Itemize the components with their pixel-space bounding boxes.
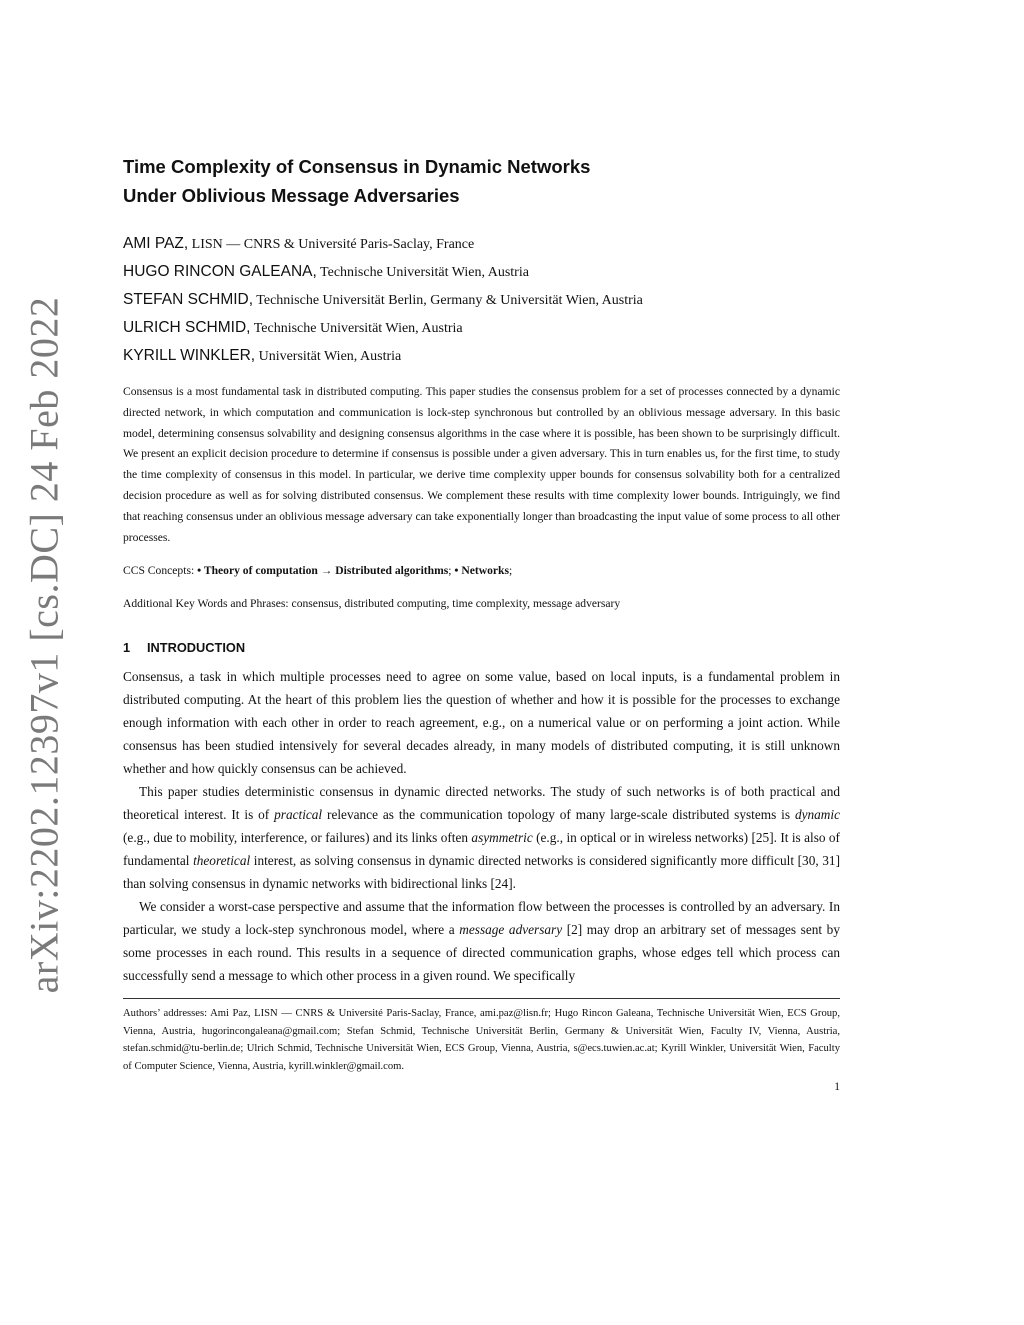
- paper-page: [123, 152, 840, 1093]
- author-affiliation: Technische Universität Wien, Austria: [316, 265, 529, 280]
- text-run: [2] may drop an arbitrary set of messages sent by some processes in each round. This results in a sequence of directed communication graphs, whose edges tell which process can successfully send a message to which other process in a given round. We specifically: [123, 922, 840, 984]
- text-run: This paper studies deterministic consensus in dynamic directed networks. The study of such networks is of both practical and theoretical interest. It is of: [123, 784, 840, 823]
- text-run: relevance as the communication topology of many large-scale distributed systems is: [322, 807, 795, 823]
- title-line-2: Under Oblivious Message Adversaries: [123, 185, 460, 206]
- body-text: [123, 665, 840, 987]
- authors-addresses-footnote: Authors’ addresses: Ami Paz, LISN — CNRS & Université Paris-Saclay, France, ami.paz@lisn.fr; Hugo Rincon Galeana, Technische Universität Wien, ECS Group, Vienna, Austria, hugorincongaleana@gmail.com; Stefan Schmid, Technische Universität Berlin, Germany & Universität Wien, Faculty IV, Vienna, Austria, stefan.schmid@tu-berlin.de; Ulrich Schmid, Technische Universität Wien, ECS Group, Vienna, Austria, s@ecs.tuwien.ac.at; Kyrill Winkler, Universität Wien, Faculty of Computer Science, Vienna, Austria, kyrill.winkler@gmail.com.: [123, 1008, 840, 1072]
- text-run: interest, as solving consensus in dynamic directed networks is considered significantly more difficult [30, 31] than solving consensus in dynamic networks with bidirectional links [24].: [123, 853, 840, 892]
- paragraph: Consensus, a task in which multiple processes need to agree on some value, based on local inputs, is a fundamental problem in distributed computing. At the heart of this problem lies the question of whether and how it is possible for the processes to exchange enough information with each other in order to reach agreement, e.g., on a numerical value or on performing a joint action. While consensus has been studied intensively for several decades already, in many models of distributed computing, it is still unknown whether and how quickly consensus can be achieved.: [123, 669, 840, 777]
- text-run: (e.g., in optical or in wireless networks) [25]. It is also of fundamental: [123, 830, 840, 869]
- author-affiliation: Universität Wien, Austria: [255, 349, 402, 364]
- section-number: 1: [123, 640, 131, 656]
- title-line-1: Time Complexity of Consensus in Dynamic Networks: [123, 156, 591, 177]
- ccs-item: • Networks: [454, 564, 510, 578]
- ccs-concepts: [123, 561, 840, 581]
- emphasis: asymmetric: [471, 830, 533, 846]
- text-run: (e.g., due to mobility, interference, or failures) and its links often: [123, 830, 472, 846]
- author-affiliation: Technische Universität Berlin, Germany & Universität Wien, Austria: [253, 293, 643, 308]
- emphasis: theoretical: [193, 853, 251, 869]
- keywords: Additional Key Words and Phrases: consensus, distributed computing, time complexity, message adversary: [123, 597, 621, 611]
- text-run: We consider a worst-case perspective and assume that the information flow between the processes is controlled by an adversary. In particular, we study a lock-step synchronous model, where a: [123, 899, 840, 938]
- author-affiliation: Technische Universität Wien, Austria: [250, 321, 463, 336]
- author-name: AMI PAZ,: [123, 235, 189, 252]
- page-number: 1: [834, 1081, 840, 1094]
- section-heading: [123, 638, 840, 658]
- author-entry: [123, 258, 840, 286]
- ccs-end: ;: [509, 564, 513, 578]
- paper-title: [123, 152, 840, 210]
- paragraph: [123, 780, 840, 895]
- author-name: HUGO RINCON GALEANA,: [123, 263, 317, 280]
- author-name: STEFAN SCHMID,: [123, 291, 254, 308]
- emphasis: message adversary: [459, 922, 563, 938]
- author-name: ULRICH SCHMID,: [123, 319, 251, 336]
- author-entry: [123, 230, 840, 258]
- emphasis: dynamic: [794, 807, 840, 823]
- paragraph: [123, 895, 840, 987]
- emphasis: practical: [274, 807, 323, 823]
- author-affiliation: LISN — CNRS & Université Paris-Saclay, France: [188, 237, 475, 252]
- author-entry: [123, 342, 840, 370]
- ccs-separator: ;: [448, 564, 455, 578]
- author-entry: [123, 286, 840, 314]
- ccs-label: CCS Concepts:: [123, 564, 198, 578]
- arxiv-identifier: arXiv:2202.12397v1 [cs.DC] 24 Feb 2022: [21, 296, 67, 994]
- author-name: KYRILL WINKLER,: [123, 347, 256, 364]
- abstract: Consensus is a most fundamental task in distributed computing. This paper studies the consensus problem for a set of processes connected by a dynamic directed network, in which computation and communication is lock-step synchronous but controlled by an oblivious message adversary. In this basic model, determining consensus solvability and designing consensus algorithms in the case where it is possible, has been shown to be surprisingly difficult. We present an explicit decision procedure to determine if consensus is possible under a given adversary. This in turn enables us, for the first time, to study the time complexity of consensus in this model. In particular, we derive time complexity upper bounds for consensus solvability both for a centralized decision procedure as well as for solving distributed consensus. We complement these results with time complexity lower bounds. Intriguingly, we find that reaching consensus under an oblivious message adversary can take exponentially longer than broadcasting the input value of some process to all other processes.: [123, 385, 840, 544]
- author-entry: [123, 314, 840, 342]
- section-title: INTRODUCTION: [147, 640, 246, 656]
- author-list: [123, 230, 840, 370]
- footnote-rule: [123, 998, 840, 999]
- ccs-item: • Theory of computation → Distributed algorithms: [197, 564, 449, 578]
